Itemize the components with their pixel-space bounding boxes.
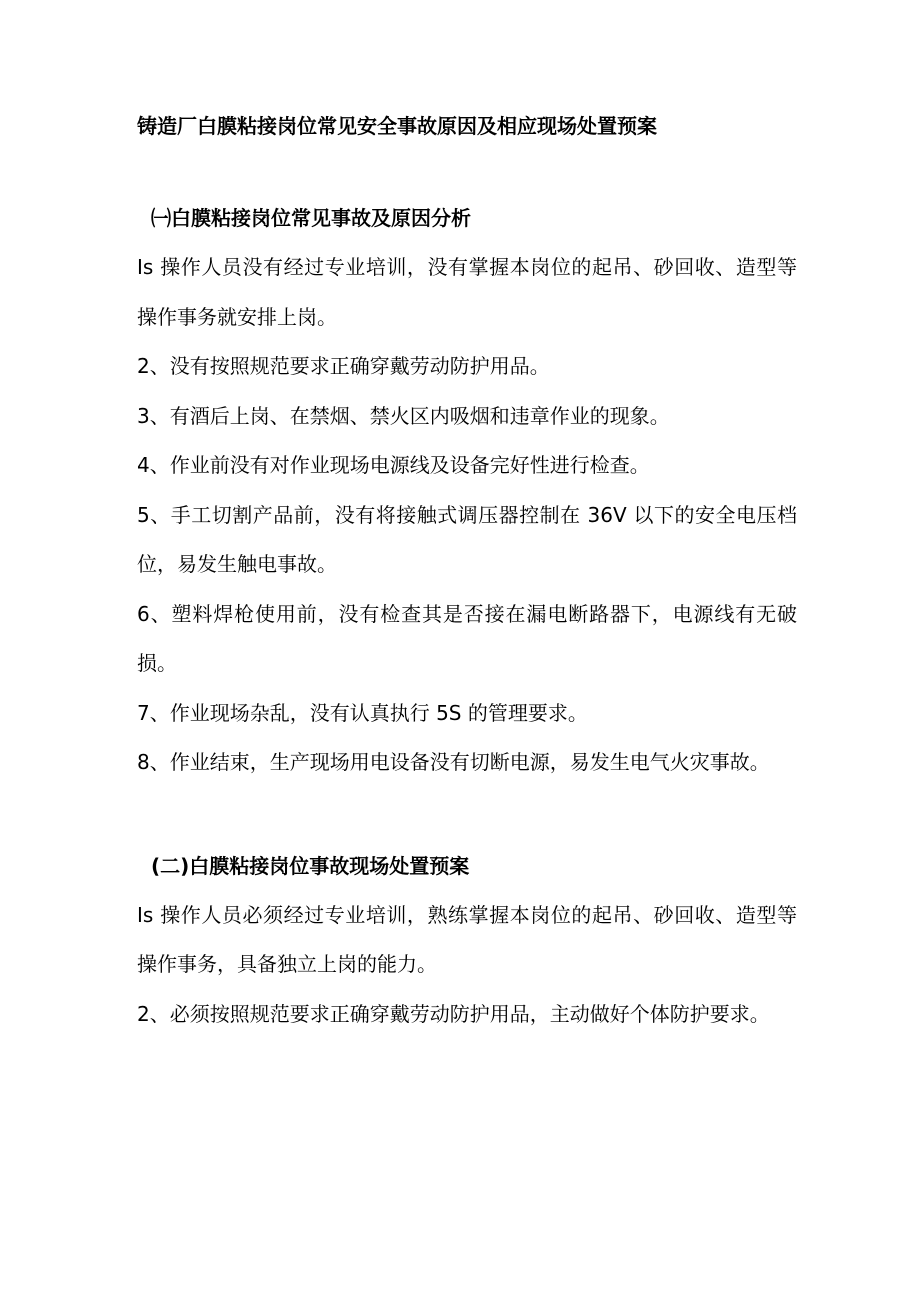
section-response-plan [137, 850, 797, 1040]
cause-list [137, 243, 797, 788]
list-item: 5、手工切割产品前，没有将接触式调压器控制在 36V 以下的安全电压档位，易发生触电事故。 [137, 502, 797, 576]
list-item: 2、必须按照规范要求正确穿戴劳动防护用品，主动做好个体防护要求。 [137, 1001, 770, 1026]
document-title: 铸造厂白膜粘接岗位常见安全事故原因及相应现场处置预案 [137, 114, 657, 138]
list-item: 4、作业前没有对作业现场电源线及设备完好性进行检查。 [137, 453, 650, 477]
list-item: 7、作业现场杂乱，没有认真执行 5S 的管理要求。 [137, 700, 588, 725]
document-body [137, 110, 797, 1039]
list-item: 2、没有按照规范要求正确穿戴劳动防护用品。 [137, 354, 550, 378]
list-item: Is 操作人员必须经过专业培训，熟练掌握本岗位的起吊、砂回收、造型等操作事务，具备独立上岗的能力。 [137, 902, 797, 976]
list-item: 3、有酒后上岗、在禁烟、禁火区内吸烟和违章作业的现象。 [137, 403, 670, 428]
section-accident-causes [137, 202, 797, 788]
plan-list [137, 891, 797, 1040]
section-heading: (二)白膜粘接岗位事故现场处置预案 [151, 853, 470, 878]
section-heading: ㈠白膜粘接岗位常见事故及原因分析 [151, 206, 471, 230]
list-item: Is 操作人员没有经过专业培训，没有掌握本岗位的起吊、砂回收、造型等操作事务就安排上岗。 [137, 255, 797, 329]
list-item: 8、作业结束，生产现场用电设备没有切断电源，易发生电气火灾事故。 [137, 750, 770, 774]
list-item: 6、塑料焊枪使用前，没有检查其是否接在漏电断路器下，电源线有无破损。 [137, 601, 797, 675]
